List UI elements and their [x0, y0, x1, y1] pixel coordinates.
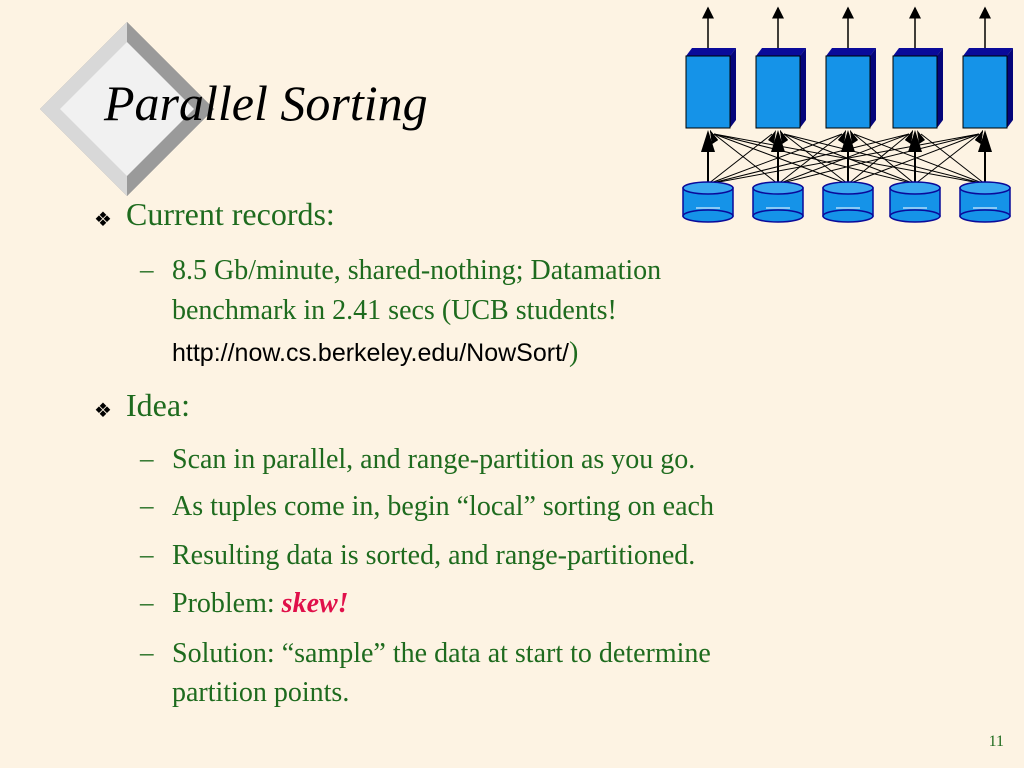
closing-paren: ) [568, 337, 579, 368]
dash-marker: – [140, 587, 154, 617]
processor-top [756, 48, 806, 56]
bullet-current-records: Current records: [126, 196, 335, 232]
disk-bottom [683, 210, 733, 222]
sub-bullet-record-line1: 8.5 Gb/minute, shared-nothing; Datamation [172, 255, 662, 286]
sub-bullet-record-line3 [172, 334, 578, 372]
dash-marker: – [140, 539, 154, 569]
disk-bottom [890, 210, 940, 222]
processor-side [1007, 48, 1013, 128]
sub-bullet-record-line2: benchmark in 2.41 secs (UCB students! [172, 295, 617, 326]
parallel-sort-network-diagram [672, 0, 1024, 232]
processor-side [800, 48, 806, 128]
processor-side [937, 48, 943, 128]
processor-top [963, 48, 1013, 56]
sub-bullet-solution-line2: partition points. [172, 677, 350, 708]
problem-label: Problem: [172, 588, 282, 619]
sub-bullet-tuples: As tuples come in, begin “local” sorting on each [172, 491, 714, 522]
skew-emphasis: skew! [281, 588, 349, 619]
dash-marker: – [140, 254, 154, 284]
page-title: Parallel Sorting [104, 75, 428, 131]
processor-side [730, 48, 736, 128]
sub-bullet-resulting: Resulting data is sorted, and range-partitioned. [172, 540, 696, 571]
diamond-bullet-icon: ❖ [94, 209, 112, 231]
disk-bottom [753, 210, 803, 222]
disk-bottom [823, 210, 873, 222]
disk-bottom [960, 210, 1010, 222]
nowsort-link[interactable]: http://now.cs.berkeley.edu/NowSort/ [172, 339, 569, 367]
page-number: 11 [988, 733, 1004, 750]
processor-node [893, 56, 937, 128]
dash-marker: – [140, 490, 154, 520]
processor-top [893, 48, 943, 56]
processor-side [870, 48, 876, 128]
bullet-idea: Idea: [126, 387, 190, 423]
disk-top [823, 182, 873, 194]
processor-node [756, 56, 800, 128]
disk-top [890, 182, 940, 194]
disk-top [683, 182, 733, 194]
diamond-bullet-icon: ❖ [94, 400, 112, 422]
processor-node [686, 56, 730, 128]
processor-node [826, 56, 870, 128]
sub-bullet-scan: Scan in parallel, and range-partition as you go. [172, 444, 696, 475]
disk-top [753, 182, 803, 194]
processor-top [826, 48, 876, 56]
disk-top [960, 182, 1010, 194]
sub-bullet-solution-line1: Solution: “sample” the data at start to determine [172, 638, 711, 669]
processor-node [963, 56, 1007, 128]
dash-marker: – [140, 637, 154, 667]
sub-bullet-problem [172, 585, 349, 623]
dash-marker: – [140, 443, 154, 473]
processor-top [686, 48, 736, 56]
